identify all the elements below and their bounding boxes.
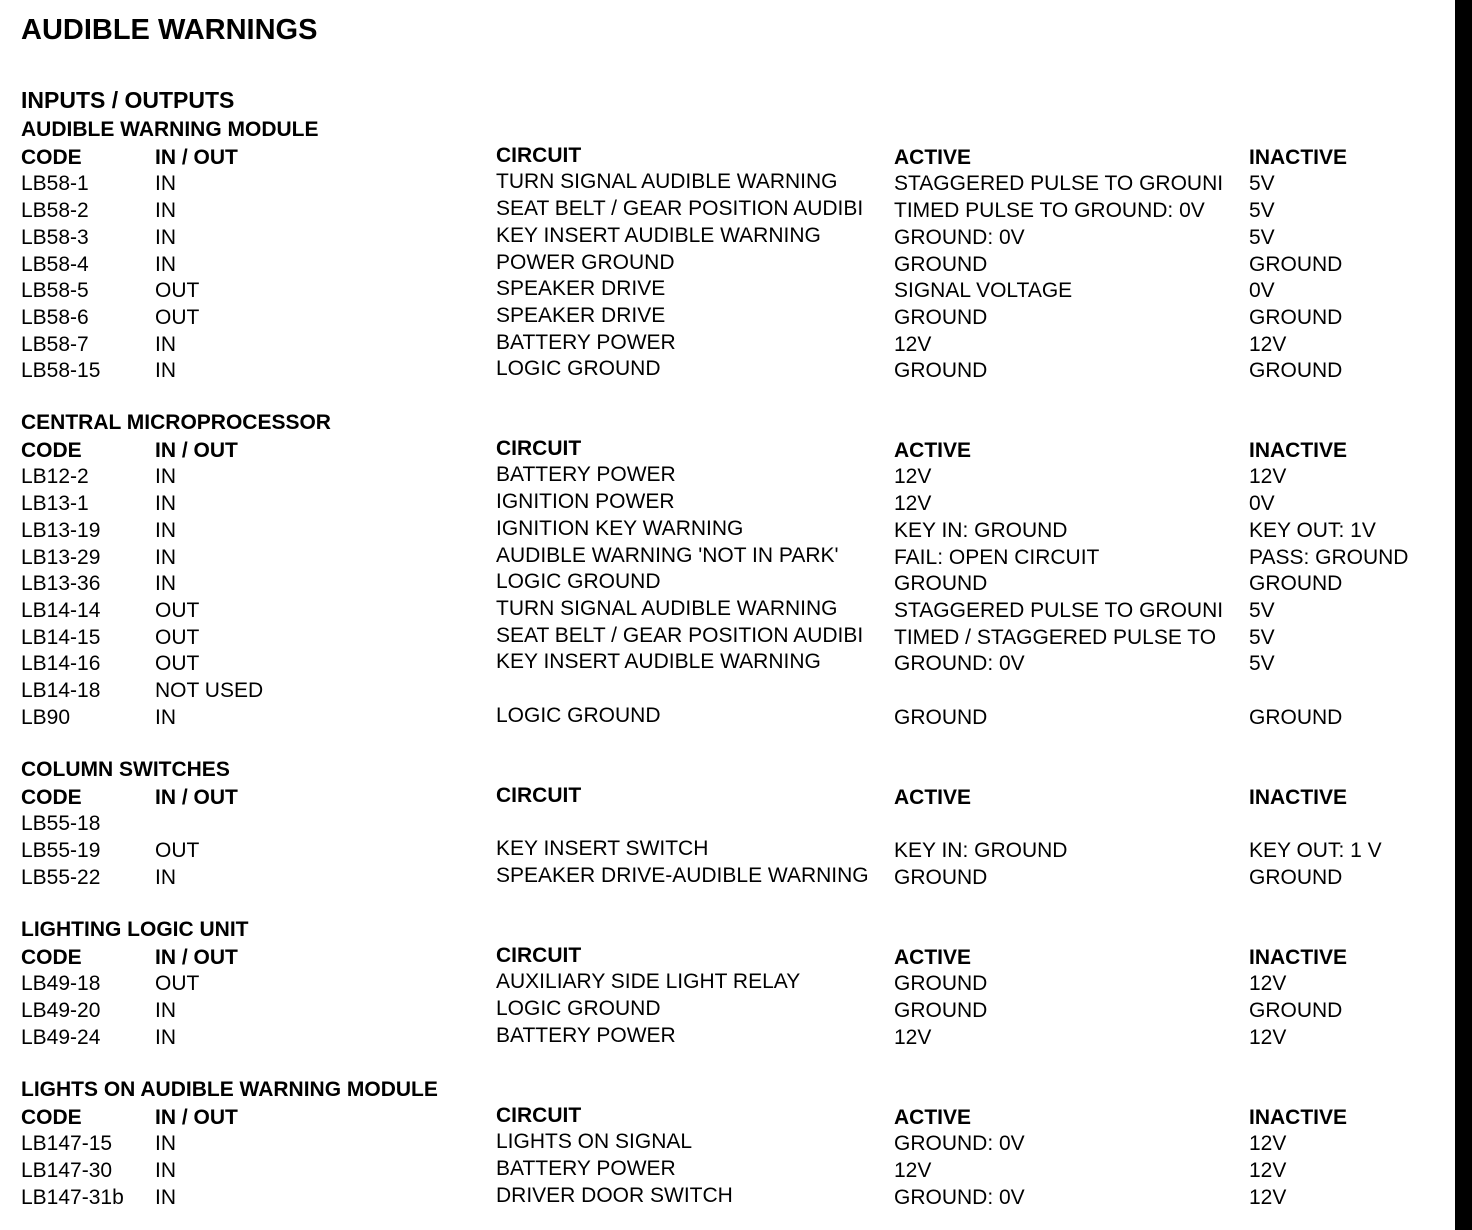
- cell-active: 12V: [894, 1025, 932, 1049]
- cell-code: LB55-19: [21, 839, 101, 863]
- table-row: [0, 705, 1455, 732]
- table-row: [0, 305, 1455, 332]
- cell-io: IN: [155, 1185, 176, 1209]
- column-header-code: CODE: [21, 438, 82, 462]
- cell-circuit: BATTERY POWER: [496, 330, 676, 354]
- cell-circuit: KEY INSERT AUDIBLE WARNING: [496, 223, 821, 247]
- cell-code: LB58-5: [21, 279, 89, 303]
- cell-io: IN: [155, 865, 176, 889]
- table-row: [0, 678, 1455, 705]
- cell-inactive: 12V: [1249, 1185, 1287, 1209]
- cell-io: IN: [155, 999, 176, 1023]
- cell-code: LB49-20: [21, 999, 101, 1023]
- cell-active: 12V: [894, 465, 932, 489]
- cell-circuit: DRIVER DOOR SWITCH: [496, 1183, 733, 1207]
- cell-active: FAIL: OPEN CIRCUIT: [894, 545, 1100, 569]
- cell-inactive: 5V: [1249, 172, 1275, 196]
- cell-inactive: 5V: [1249, 652, 1275, 676]
- cell-active: GROUND: [894, 252, 988, 276]
- column-header-io: IN / OUT: [155, 945, 238, 969]
- table-row: [0, 625, 1455, 652]
- table-row: [0, 518, 1455, 545]
- table-row: [0, 971, 1455, 998]
- column-header-active: ACTIVE: [894, 785, 972, 809]
- cell-io: OUT: [155, 305, 200, 329]
- cell-circuit: SEAT BELT / GEAR POSITION AUDIBI: [496, 623, 864, 647]
- cell-code: LB58-15: [21, 359, 101, 383]
- column-header-inactive: INACTIVE: [1249, 945, 1348, 969]
- cell-circuit: TURN SIGNAL AUDIBLE WARNING: [496, 170, 838, 194]
- column-header-circuit: CIRCUIT: [496, 143, 582, 167]
- table-row: [0, 1025, 1455, 1052]
- cell-active: GROUND: [894, 865, 988, 889]
- cell-circuit: LIGHTS ON SIGNAL: [496, 1130, 693, 1154]
- cell-code: LB58-2: [21, 199, 89, 223]
- cell-io: IN: [155, 359, 176, 383]
- cell-circuit: LOGIC GROUND: [496, 570, 661, 594]
- table-row: [0, 998, 1455, 1025]
- column-header-code: CODE: [21, 1105, 82, 1129]
- column-header-inactive: INACTIVE: [1249, 145, 1348, 169]
- cell-io: OUT: [155, 652, 200, 676]
- cell-io: IN: [155, 225, 176, 249]
- table-row: [0, 225, 1455, 252]
- cell-circuit: KEY INSERT AUDIBLE WARNING: [496, 650, 821, 674]
- cell-circuit: TURN SIGNAL AUDIBLE WARNING: [496, 596, 838, 620]
- cell-code: LB12-2: [21, 465, 89, 489]
- table-row: [0, 865, 1455, 892]
- table-row: [0, 811, 1455, 838]
- cell-active: GROUND: [894, 705, 988, 729]
- column-header-active: ACTIVE: [894, 145, 972, 169]
- cell-circuit: SPEAKER DRIVE-AUDIBLE WARNING: [496, 863, 869, 887]
- cell-code: LB14-16: [21, 652, 101, 676]
- page-edge-bar: [1455, 0, 1472, 1230]
- cell-circuit: AUDIBLE WARNING 'NOT IN PARK': [496, 543, 839, 567]
- cell-inactive: 5V: [1249, 225, 1275, 249]
- section-title: COLUMN SWITCHES: [21, 758, 230, 781]
- page-title: AUDIBLE WARNINGS: [21, 14, 318, 46]
- cell-inactive: 5V: [1249, 598, 1275, 622]
- cell-inactive: 12V: [1249, 1132, 1287, 1156]
- column-header-io: IN / OUT: [155, 785, 238, 809]
- cell-inactive: GROUND: [1249, 705, 1343, 729]
- column-header-inactive: INACTIVE: [1249, 438, 1348, 462]
- table-row: [0, 491, 1455, 518]
- cell-active: 12V: [894, 492, 932, 516]
- cell-active: 12V: [894, 1159, 932, 1183]
- table-row: [0, 651, 1455, 678]
- cell-circuit: SPEAKER DRIVE: [496, 303, 666, 327]
- cell-code: LB13-36: [21, 572, 101, 596]
- cell-active: GROUND: 0V: [894, 225, 1025, 249]
- column-header-row: [0, 438, 1455, 465]
- cell-code: LB13-29: [21, 545, 101, 569]
- cell-active: 12V: [894, 332, 932, 356]
- section-title: CENTRAL MICROPROCESSOR: [21, 411, 331, 434]
- cell-inactive: 5V: [1249, 199, 1275, 223]
- cell-code: LB147-31b: [21, 1185, 124, 1209]
- cell-code: LB147-30: [21, 1159, 113, 1183]
- column-header-code: CODE: [21, 785, 82, 809]
- cell-io: IN: [155, 1025, 176, 1049]
- cell-active: GROUND: [894, 972, 988, 996]
- column-header-row: [0, 1105, 1455, 1132]
- cell-code: LB58-4: [21, 252, 89, 276]
- cell-inactive: 12V: [1249, 332, 1287, 356]
- cell-inactive: GROUND: [1249, 252, 1343, 276]
- cell-code: LB13-19: [21, 518, 101, 542]
- cell-inactive: KEY OUT: 1 V: [1249, 839, 1382, 863]
- column-header-active: ACTIVE: [894, 1105, 972, 1129]
- cell-io: IN: [155, 1132, 176, 1156]
- cell-code: LB49-24: [21, 1025, 101, 1049]
- cell-code: LB58-7: [21, 332, 89, 356]
- column-header-inactive: INACTIVE: [1249, 1105, 1348, 1129]
- cell-active: KEY IN: GROUND: [894, 518, 1068, 542]
- cell-active: STAGGERED PULSE TO GROUNI: [894, 598, 1224, 622]
- cell-active: STAGGERED PULSE TO GROUNI: [894, 172, 1224, 196]
- cell-io: IN: [155, 518, 176, 542]
- cell-code: LB14-14: [21, 598, 101, 622]
- table-row: [0, 1185, 1455, 1212]
- column-header-circuit: CIRCUIT: [496, 436, 582, 460]
- cell-io: IN: [155, 172, 176, 196]
- cell-active: GROUND: 0V: [894, 1185, 1025, 1209]
- cell-code: LB55-18: [21, 812, 101, 836]
- column-header-active: ACTIVE: [894, 945, 972, 969]
- cell-inactive: GROUND: [1249, 305, 1343, 329]
- cell-inactive: KEY OUT: 1V: [1249, 518, 1376, 542]
- cell-io: OUT: [155, 839, 200, 863]
- table-row: [0, 838, 1455, 865]
- cell-inactive: 0V: [1249, 492, 1275, 516]
- cell-io: IN: [155, 332, 176, 356]
- cell-active: GROUND: 0V: [894, 1132, 1025, 1156]
- page-subtitle: INPUTS / OUTPUTS: [21, 87, 235, 113]
- column-header-io: IN / OUT: [155, 438, 238, 462]
- cell-active: GROUND: [894, 999, 988, 1023]
- cell-active: SIGNAL VOLTAGE: [894, 279, 1073, 303]
- cell-circuit: POWER GROUND: [496, 250, 675, 274]
- cell-circuit: LOGIC GROUND: [496, 357, 661, 381]
- cell-code: LB58-3: [21, 225, 89, 249]
- section-title: LIGHTS ON AUDIBLE WARNING MODULE: [21, 1078, 438, 1101]
- column-header-row: [0, 945, 1455, 972]
- cell-io: OUT: [155, 972, 200, 996]
- cell-io: IN: [155, 1159, 176, 1183]
- column-header-code: CODE: [21, 145, 82, 169]
- cell-io: IN: [155, 572, 176, 596]
- cell-circuit: LOGIC GROUND: [496, 703, 661, 727]
- table-row: [0, 171, 1455, 198]
- cell-inactive: 12V: [1249, 465, 1287, 489]
- cell-circuit: KEY INSERT SWITCH: [496, 837, 709, 861]
- cell-inactive: 5V: [1249, 625, 1275, 649]
- cell-io: IN: [155, 545, 176, 569]
- cell-io: IN: [155, 199, 176, 223]
- cell-inactive: 12V: [1249, 1159, 1287, 1183]
- table-row: [0, 1131, 1455, 1158]
- table-row: [0, 278, 1455, 305]
- cell-io: IN: [155, 492, 176, 516]
- cell-circuit: BATTERY POWER: [496, 463, 676, 487]
- cell-circuit: LOGIC GROUND: [496, 997, 661, 1021]
- cell-active: TIMED / STAGGERED PULSE TO: [894, 625, 1217, 649]
- column-header-io: IN / OUT: [155, 1105, 238, 1129]
- table-row: [0, 1158, 1455, 1185]
- table-row: [0, 571, 1455, 598]
- section-title: LIGHTING LOGIC UNIT: [21, 918, 249, 941]
- cell-circuit: IGNITION POWER: [496, 490, 675, 514]
- cell-io: IN: [155, 252, 176, 276]
- cell-io: NOT USED: [155, 679, 264, 702]
- cell-inactive: 12V: [1249, 1025, 1287, 1049]
- cell-io: OUT: [155, 279, 200, 303]
- cell-inactive: 0V: [1249, 279, 1275, 303]
- table-row: [0, 464, 1455, 491]
- cell-circuit: SEAT BELT / GEAR POSITION AUDIBI: [496, 197, 864, 221]
- table-row: [0, 198, 1455, 225]
- column-header-row: [0, 145, 1455, 172]
- table-row: [0, 598, 1455, 625]
- cell-circuit: AUXILIARY SIDE LIGHT RELAY: [496, 970, 801, 994]
- column-header-circuit: CIRCUIT: [496, 783, 582, 807]
- cell-code: LB147-15: [21, 1132, 113, 1156]
- column-header-inactive: INACTIVE: [1249, 785, 1348, 809]
- cell-code: LB14-15: [21, 625, 101, 649]
- column-header-circuit: CIRCUIT: [496, 943, 582, 967]
- section-title: AUDIBLE WARNING MODULE: [21, 118, 319, 141]
- cell-circuit: BATTERY POWER: [496, 1157, 676, 1181]
- cell-inactive: GROUND: [1249, 359, 1343, 383]
- cell-inactive: 12V: [1249, 972, 1287, 996]
- cell-inactive: GROUND: [1249, 999, 1343, 1023]
- cell-code: LB14-18: [21, 679, 101, 702]
- column-header-code: CODE: [21, 945, 82, 969]
- cell-code: LB49-18: [21, 972, 101, 996]
- cell-code: LB55-22: [21, 865, 101, 889]
- cell-code: LB58-1: [21, 172, 89, 196]
- table-row: [0, 358, 1455, 385]
- cell-active: KEY IN: GROUND: [894, 839, 1068, 863]
- cell-code: LB90: [21, 705, 71, 729]
- column-header-io: IN / OUT: [155, 145, 238, 169]
- cell-active: GROUND: [894, 305, 988, 329]
- cell-inactive: GROUND: [1249, 572, 1343, 596]
- cell-inactive: PASS: GROUND: [1249, 545, 1409, 569]
- table-row: [0, 252, 1455, 279]
- cell-circuit: IGNITION KEY WARNING: [496, 516, 744, 540]
- column-header-row: [0, 785, 1455, 812]
- cell-io: OUT: [155, 598, 200, 622]
- cell-io: IN: [155, 705, 176, 729]
- table-row: [0, 332, 1455, 359]
- cell-active: GROUND: [894, 359, 988, 383]
- cell-code: LB13-1: [21, 492, 89, 516]
- column-header-active: ACTIVE: [894, 438, 972, 462]
- cell-active: GROUND: [894, 572, 988, 596]
- cell-circuit: SPEAKER DRIVE: [496, 277, 666, 301]
- cell-code: LB58-6: [21, 305, 89, 329]
- cell-active: TIMED PULSE TO GROUND: 0V: [894, 199, 1205, 223]
- column-header-circuit: CIRCUIT: [496, 1103, 582, 1127]
- cell-circuit: BATTERY POWER: [496, 1023, 676, 1047]
- cell-io: IN: [155, 465, 176, 489]
- cell-io: OUT: [155, 625, 200, 649]
- cell-active: GROUND: 0V: [894, 652, 1025, 676]
- cell-inactive: GROUND: [1249, 865, 1343, 889]
- table-row: [0, 545, 1455, 572]
